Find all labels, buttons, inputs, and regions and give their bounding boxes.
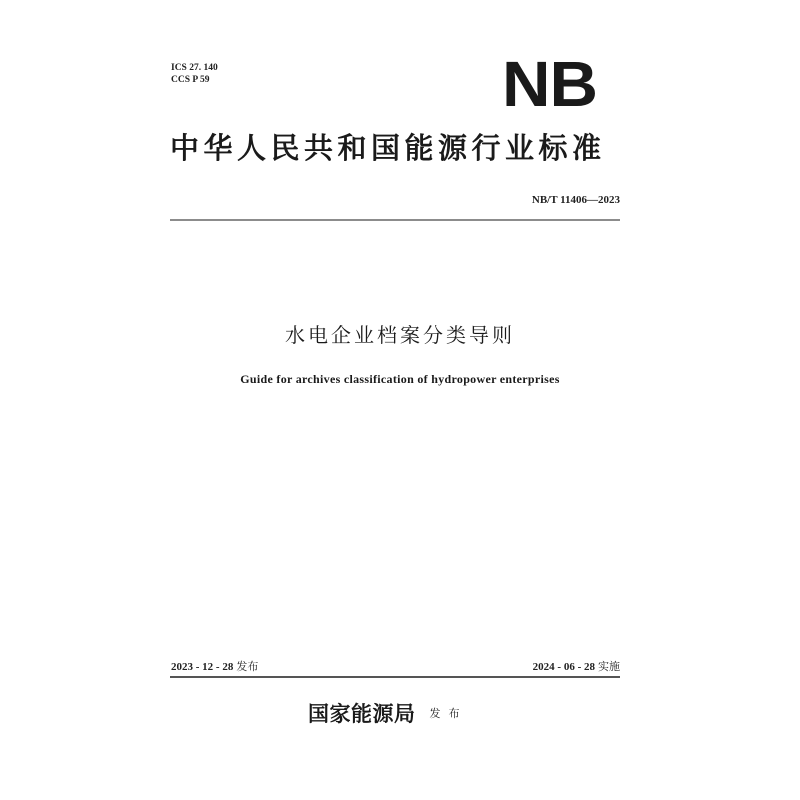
issue-date-block	[171, 660, 258, 674]
issuer-action: 发布	[429, 707, 468, 720]
ics-code: ICS 27. 140	[171, 63, 218, 73]
ccs-code: CCS P 59	[171, 75, 210, 85]
standard-category-title: 中华人民共和国能源行业标准	[170, 131, 606, 165]
implementation-date-block	[533, 660, 620, 674]
document-title-english: Guide for archives classification of hydropower enterprises	[240, 372, 560, 386]
issue-label: 发布	[236, 660, 259, 673]
nb-logo: NB	[502, 48, 597, 120]
issuer-organization: 国家能源局	[308, 701, 416, 726]
bottom-divider	[170, 676, 620, 678]
issuer-block	[308, 700, 468, 728]
implementation-date: 2024 - 06 - 28	[532, 661, 595, 673]
classification-codes	[171, 62, 218, 86]
top-divider	[170, 219, 620, 221]
implementation-label: 实施	[598, 660, 620, 673]
issue-date: 2023 - 12 - 28	[171, 661, 234, 673]
standard-number: NB/T 11406—2023	[531, 194, 620, 206]
document-title-chinese: 水电企业档案分类导则	[285, 323, 515, 347]
